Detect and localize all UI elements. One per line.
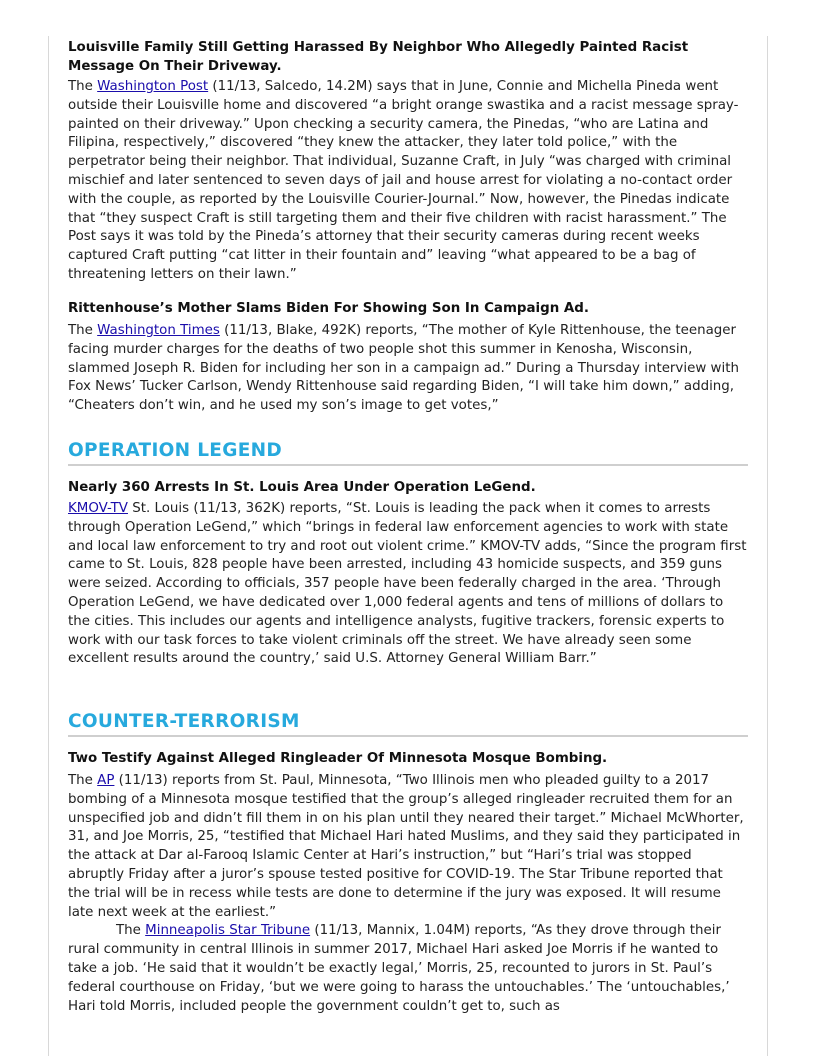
paragraph-prefix: The bbox=[68, 79, 98, 94]
paragraph-text: (11/13, Blake, 492K) reports, “The mother of Kyle Rittenhouse, the teenager facing murder charges for the deaths of two people shot this summer in Kenosha, Wisconsin, slammed Joseph R. Biden for including her son in a campaign ad.” During a Thursday interview with Fox News’ Tucker Carlson, Wendy Rittenhouse said regarding Biden, “I will take him down,” adding, “Cheaters don’t win, and he used my son’s image to get votes,” bbox=[68, 323, 739, 414]
article-headline: Two Testify Against Alleged Ringleader Of Minnesota Mosque Bombing. bbox=[68, 751, 608, 766]
article-headline: Louisville Family Still Getting Harassed By Neighbor Who Allegedly Painted Racist Message On Their Driveway. bbox=[68, 40, 689, 74]
paragraph-prefix: The bbox=[116, 923, 146, 939]
article-headline: Nearly 360 Arrests In St. Louis Area Under Operation LeGend. bbox=[68, 480, 536, 495]
document-page bbox=[48, 36, 768, 1056]
paragraph-text: (11/13) reports from St. Paul, Minnesota, “Two Illinois men who pleaded guilty to a 2017 bombing of a Minnesota mosque testified that the group’s alleged ringleader recruited them for an unspecified job and didn’t fill them in on his plan until they neared their target.” Michael McWhorter, 31, and Joe Morris, 25, “testified that Michael Hari hated Muslims, and they said they participated in the attack at Dar al-Farooq Islamic Center at Hari’s instruction,” but “Hari’s trial was stopped abruptly Friday after a juror’s spouse tested positive for COVID-19. The Star Tribune reported that the trial will be in recess while tests are done to determine if the jury was exposed. It will resume late next week at the earliest.” bbox=[68, 773, 744, 920]
paragraph-text: St. Louis (11/13, 362K) reports, “St. Louis is leading the pack when it comes to arrests through Operation LeGend,” which “brings in federal law enforcement agencies to work with state and local law enforcement to try and root out violent crime.” KMOV-TV adds, “Since the program first came to St. Louis, 828 people have been arrested, including 43 homicide suspects, and 359 guns were seized. According to officials, 357 people have been federally charged in the area. ‘Through Operation LeGend, we have dedicated over 1,000 federal agents and tens of millions of dollars to the cities. This includes our agents and intelligence analysts, fugitive trackers, forensic experts to work with our task forces to take violent criminals off the street. We have already seen some excellent results around the country,’ said U.S. Attorney General William Barr.” bbox=[68, 501, 747, 667]
article-paragraph bbox=[68, 500, 748, 669]
article-paragraph bbox=[68, 322, 748, 416]
article-mosque-bombing bbox=[68, 749, 748, 1016]
paragraph-prefix: The bbox=[68, 773, 98, 788]
article-louisville bbox=[68, 38, 748, 285]
source-link-star-tribune[interactable]: Minneapolis Star Tribune bbox=[145, 923, 311, 939]
source-link-washington-post[interactable]: Washington Post bbox=[97, 79, 209, 94]
page-right-border bbox=[767, 36, 768, 1056]
article-paragraph bbox=[68, 78, 748, 285]
page-left-border bbox=[48, 36, 49, 1056]
paragraph-text: (11/13, Salcedo, 14.2M) says that in June, Connie and Michella Pineda went outside their Louisville home and discovered “a bright orange swastika and a racist message spray-painted on their driveway.” Upon checking a security camera, the Pinedas, “who are Latina and Filipina, respectively,” discovered “they knew the attacker, they later told police,” with the perpetrator being their neighbor. That individual, Suzanne Craft, in July “was charged with criminal mischief and later sentenced to seven days of jail and house arrest for violating a no-contact order with the couple, as reported by the Louisville Courier-Journal.” Now, however, the Pinedas indicate that “they suspect Craft is still targeting them and their five children with racist harassment.” The Post says it was told by the Pineda’s attorney that their security cameras during recent weeks captured Craft putting “cat litter in their fountain and” leaving “what appeared to be a bag of threatening letters on their lawn.” bbox=[68, 79, 739, 282]
article-paragraph bbox=[68, 772, 748, 922]
section-heading-operation-legend: OPERATION LEGEND bbox=[68, 439, 748, 466]
article-headline: Rittenhouse’s Mother Slams Biden For Showing Son In Campaign Ad. bbox=[68, 301, 589, 316]
article-operation-legend bbox=[68, 478, 748, 669]
paragraph-text: (11/13, Mannix, 1.04M) reports, “As they drove through their rural community in central Illinois in summer 2017, Michael Hari asked Joe Morris if he wanted to take a job. ‘He said that it wouldn’t be exactly legal,’ Morris, 25, recounted to jurors in St. Paul’s federal courthouse on Friday, ‘but we were going to harass the untouchables.’ The ‘untouchables,’ Hari told Morris, included people the government couldn’t get to, such as bbox=[68, 923, 730, 1014]
section-heading-counter-terrorism: COUNTER-TERRORISM bbox=[68, 710, 748, 737]
source-link-kmov-tv[interactable]: KMOV-TV bbox=[68, 501, 128, 516]
paragraph-prefix: The bbox=[68, 323, 98, 338]
article-rittenhouse bbox=[68, 299, 748, 416]
source-link-washington-times[interactable]: Washington Times bbox=[97, 323, 220, 338]
source-link-ap[interactable]: AP bbox=[97, 773, 115, 788]
article-paragraph bbox=[68, 922, 748, 1016]
